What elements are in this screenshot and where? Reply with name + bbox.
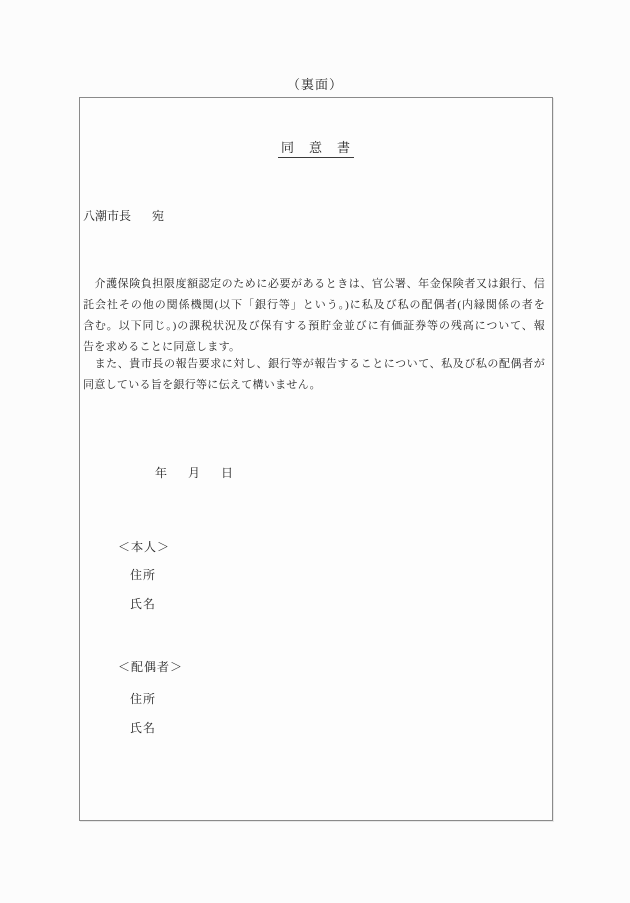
consent-form-box [79, 97, 553, 821]
paragraph-line: 含む。以下同じ。)の課税状況及び保有する預貯金並びに有価証券等の残高について、報 [83, 320, 545, 332]
section-heading-honnin: ＜本人＞ [118, 540, 171, 554]
consent-paragraph-1 [83, 274, 545, 358]
haiguusha-address-label: 住所 [130, 692, 157, 706]
side-label: （裏面） [286, 77, 343, 92]
consent-paragraph-2 [83, 354, 545, 396]
paragraph-line: 同意している旨を銀行等に伝えて構いません。 [83, 379, 321, 391]
addressee-line [83, 209, 164, 223]
paragraph-line: また、貴市長の報告要求に対し、銀行等が報告することについて、私及び私の配偶者が [83, 358, 545, 370]
date-year-label: 年 [155, 466, 168, 480]
date-day-label: 日 [221, 466, 234, 480]
paragraph-line: 介護保険負担限度額認定のために必要があるときは、官公署、年金保険者又は銀行、信 [83, 278, 545, 290]
form-title: 同 意 書 [278, 140, 354, 158]
haiguusha-name-label: 氏名 [130, 721, 157, 735]
honnin-name-label: 氏名 [130, 597, 157, 611]
honnin-address-label: 住所 [130, 568, 157, 582]
paragraph-line: 告を求めることに同意します。 [83, 341, 241, 353]
date-line [155, 466, 233, 480]
paragraph-line: 託会社その他の関係機関(以下「銀行等」という。)に私及び私の配偶者(内縁関係の者を [83, 299, 545, 311]
addressee-suffix: 宛 [152, 209, 165, 223]
addressee-name: 八潮市長 [83, 209, 132, 223]
date-month-label: 月 [188, 466, 201, 480]
section-heading-haiguusha: ＜配偶者＞ [118, 660, 184, 674]
form-title-wrap [80, 139, 552, 158]
